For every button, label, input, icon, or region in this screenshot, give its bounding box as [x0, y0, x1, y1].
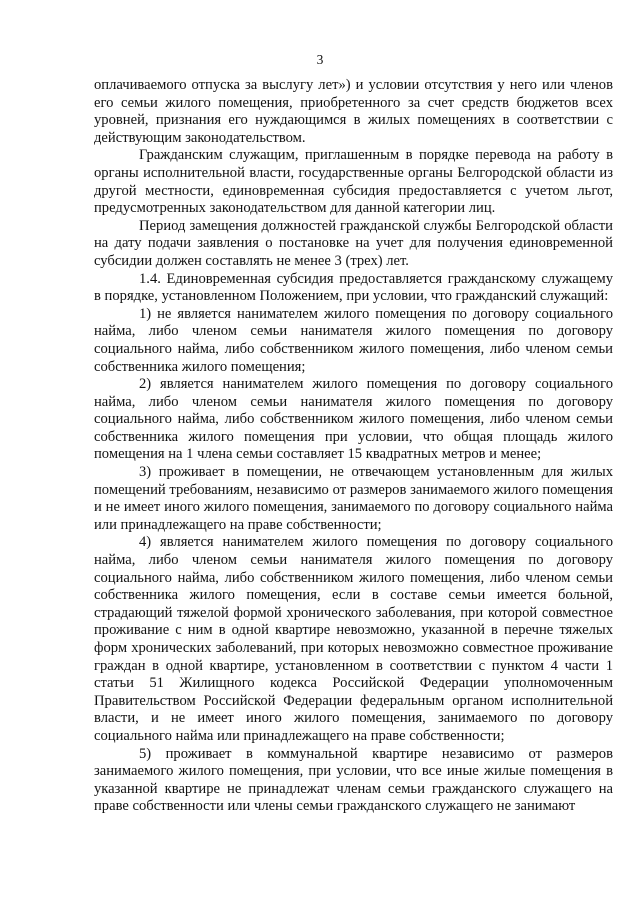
paragraph-continuation: оплачиваемого отпуска за выслугу лет») и условии отсутствия у него или членов его семьи жилого помещения, приобретенного за счет средств бюджетов всех уровней, признания его нуждающимся в жилых помещениях в соответствии с действующим законодательством. — [94, 77, 613, 146]
paragraph-transfer-employees: Гражданским служащим, приглашенным в порядке перевода на работу в органы исполнительной власти, государственные органы Белгородской области из другой местности, единовременная субсидия предоставляется с учетом льгот, предусмотренных законодательством для данной категории лиц. — [94, 147, 613, 217]
paragraph-clause-1-4: 1.4. Единовременная субсидия предоставляется гражданскому служащему в порядке, установленном Положением, при условии, что гражданский служащий: — [94, 270, 613, 305]
list-item-condition-5: 5) проживает в коммунальной квартире независимо от размеров занимаемого жилого помещения, при условии, что все иные жилые помещения в указанной квартире не принадлежат членам семьи гражданского служащего на праве собственности или члены семьи гражданского служащего не занимают — [94, 745, 613, 815]
page-number: 3 — [316, 52, 324, 67]
list-item-condition-3: 3) проживает в помещении, не отвечающем установленным для жилых помещений требованиям, независимо от размеров занимаемого жилого помещения и не имеет иного жилого помещения, занимаемого по договору социального найма или принадлежащего на праве собственности; — [94, 464, 613, 533]
list-item-condition-4: 4) является нанимателем жилого помещения по договору социального найма, либо членом семьи нанимателя жилого помещения по договору социального найма, либо собственником жилого помещения, либо членом семьи собственника жилого помещения, если в составе семьи имеется больной, страдающий тяжелой формой хронического заболевания, при которой совместное проживание с ним в одной квартире невозможно, указанной в перечне тяжелых форм хронических заболеваний, при которых невозможно совместное проживание граждан в одной квартире, установленном в соответствии с пунктом 4 части 1 статьи 51 Жилищного кодекса Российской Федерации уполномоченным Правительством Российской Федерации федеральным органом исполнительной власти, и не имеет иного жилого помещения, занимаемого по договору социального найма или принадлежащего на праве собственности; — [94, 534, 613, 744]
document-body — [94, 77, 613, 816]
list-item-condition-1: 1) не является нанимателем жилого помещения по договору социального найма, либо членом семьи нанимателя жилого помещения по договору социального найма, либо собственником жилого помещения, либо членом семьи собственника жилого помещения; — [94, 305, 613, 375]
paragraph-service-period: Период замещения должностей гражданской службы Белгородской области на дату подачи заявления о постановке на учет для получения единовременной субсидии должен составлять не менее 3 (трех) лет. — [94, 217, 613, 269]
list-item-condition-2: 2) является нанимателем жилого помещения по договору социального найма, либо членом семьи нанимателя жилого помещения по договору социального найма, либо собственником жилого помещения, либо членом семьи собственника жилого помещения при условии, что общая площадь жилого помещения на 1 члена семьи составляет 15 квадратных метров и менее; — [94, 376, 613, 463]
